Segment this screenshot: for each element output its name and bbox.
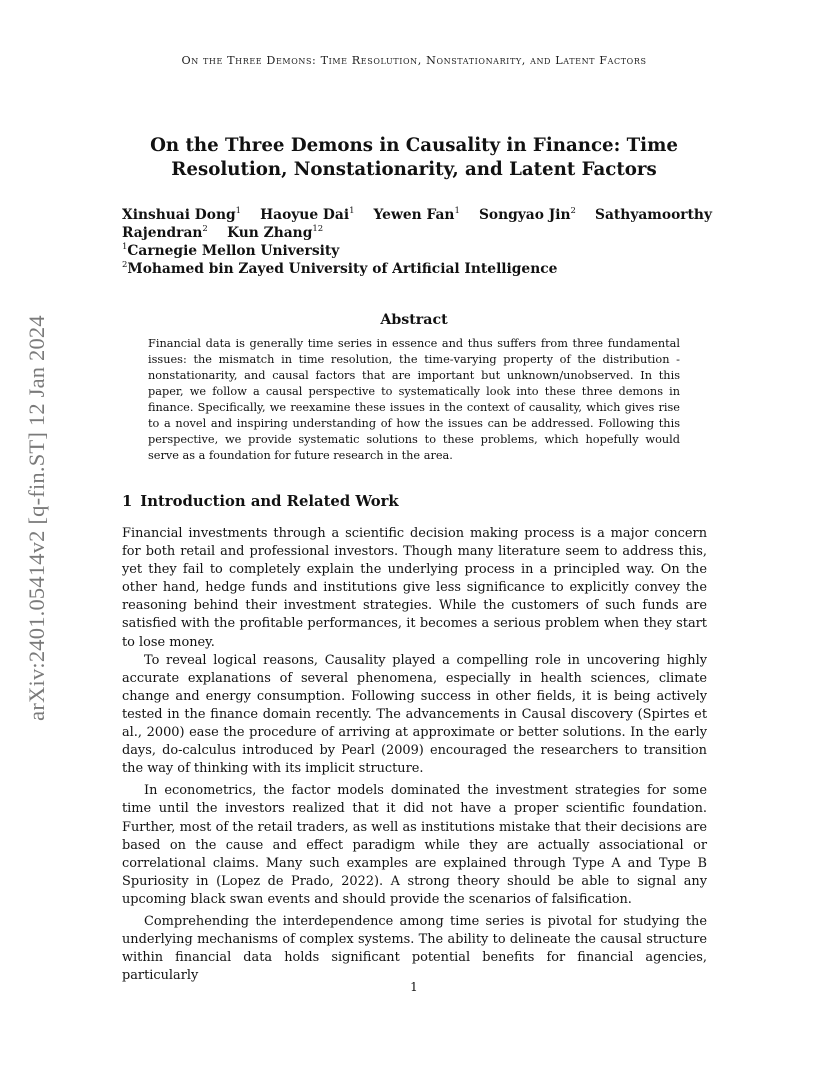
author-name: Yewen Fan (373, 207, 455, 223)
abstract-text: Financial data is generally time series in essence and thus suffers from three fundamental issues: the mismatch in time resolution, the time-varying property of the distribution - nonstationarity, and causal factors that are important but unknown/unobserved. In this paper, we follow a causal perspective to systematically look into these three demons in finance. Specifically, we reexamine these issues in the context of causality, which gives rise to a novel and inspiring understanding of how the issues can be addressed. Following this perspective, we provide systematic solutions to these problems, which hopefully would serve as a foundation for future research in the area. (148, 337, 680, 462)
author (122, 206, 241, 224)
paragraph: In econometrics, the factor models dominated the investment strategies for some time until the investors realized that it did not have a proper scientific foundation. Further, most of the retail traders, as well as institutions mistake that their decisions are based on the cause and effect paradigm while they are actually associational or correlational claims. Many such examples are explained through Type A and Type B Spuriosity in (Lopez de Prado, 2022). A strong theory should be able to signal any upcoming black swan events and should provide the scenarios of falsification. (122, 783, 707, 907)
author (479, 206, 576, 224)
page-number: 1 (410, 980, 418, 994)
abstract-heading: Abstract (380, 312, 448, 328)
affiliation (122, 242, 712, 260)
author-affiliation-mark: 1 (349, 206, 355, 216)
author-affiliation-mark: 1 (454, 206, 460, 216)
affiliation-name: Mohamed bin Zayed University of Artificial Intelligence (127, 261, 558, 277)
author (227, 225, 323, 241)
arxiv-identifier[interactable]: arXiv:2401.05414v2 [q-fin.ST] 12 Jan 2024 (24, 315, 49, 721)
affiliation-mark: 1 (122, 242, 128, 252)
affiliation (122, 260, 712, 278)
running-head: On the Three Demons: Time Resolution, Nonstationarity, and Latent Factors (181, 54, 647, 67)
section-title: Introduction and Related Work (140, 493, 399, 510)
body-text (122, 525, 707, 985)
author-name: Haoyue Dai (260, 207, 350, 223)
paragraph: Comprehending the interdependence among time series is pivotal for studying the underlying mechanisms of complex systems. The ability to delineate the causal structure within financial data holds significant potential benefits for financial agencies, particularly (122, 913, 707, 984)
author (374, 206, 460, 224)
arxiv-sidebar (22, 288, 52, 748)
author-name: Rajendran (122, 225, 203, 241)
author-affiliation-mark: 12 (312, 224, 324, 234)
paragraph: Financial investments through a scientific decision making process is a major concern for both retail and professional investors. Though many literature seem to address this, yet they fail to completely explain the underlying process in a principled way. On the other hand, hedge funds and institutions give less significance to explicitly convey the reasoning behind their investment strategies. While the customers of such funds are satisfied with the profitable performances, it becomes a serious problem when they start to lose money. (122, 526, 707, 650)
paragraph: To reveal logical reasons, Causality played a compelling role in uncovering highly accurate explanations of several phenomena, especially in health sciences, climate change and energy consumption. Following success in other fields, it is being actively tested in the finance domain recently. The advancements in Causal discovery (Spirtes et al., 2000) ease the procedure of arriving at approximate or better solutions. In the early days, do-calculus introduced by Pearl (2009) encouraged the researchers to transition the way of thinking with its implicit structure. (122, 652, 707, 777)
author-block (122, 206, 712, 278)
affiliation-mark: 2 (122, 260, 128, 270)
author (260, 206, 354, 224)
section-heading (122, 493, 399, 510)
author (595, 206, 712, 224)
author-affiliation-mark: 2 (202, 224, 208, 234)
paper-title: On the Three Demons in Causality in Finance: Time Resolution, Nonstationarity, and Latent Factors (150, 135, 678, 180)
author-affiliation-mark: 1 (235, 206, 242, 216)
author-name: Sathyamoorthy (595, 207, 712, 223)
author-line (122, 206, 712, 224)
author-affiliation-mark: 2 (570, 206, 576, 216)
author-line (122, 224, 712, 242)
section-number: 1 (122, 493, 133, 510)
author (122, 225, 208, 241)
author-name: Songyao Jin (478, 207, 571, 223)
affiliation-name: Carnegie Mellon University (127, 243, 340, 259)
author-name: Kun Zhang (227, 225, 313, 241)
author-name: Xinshuai Dong (122, 207, 236, 223)
